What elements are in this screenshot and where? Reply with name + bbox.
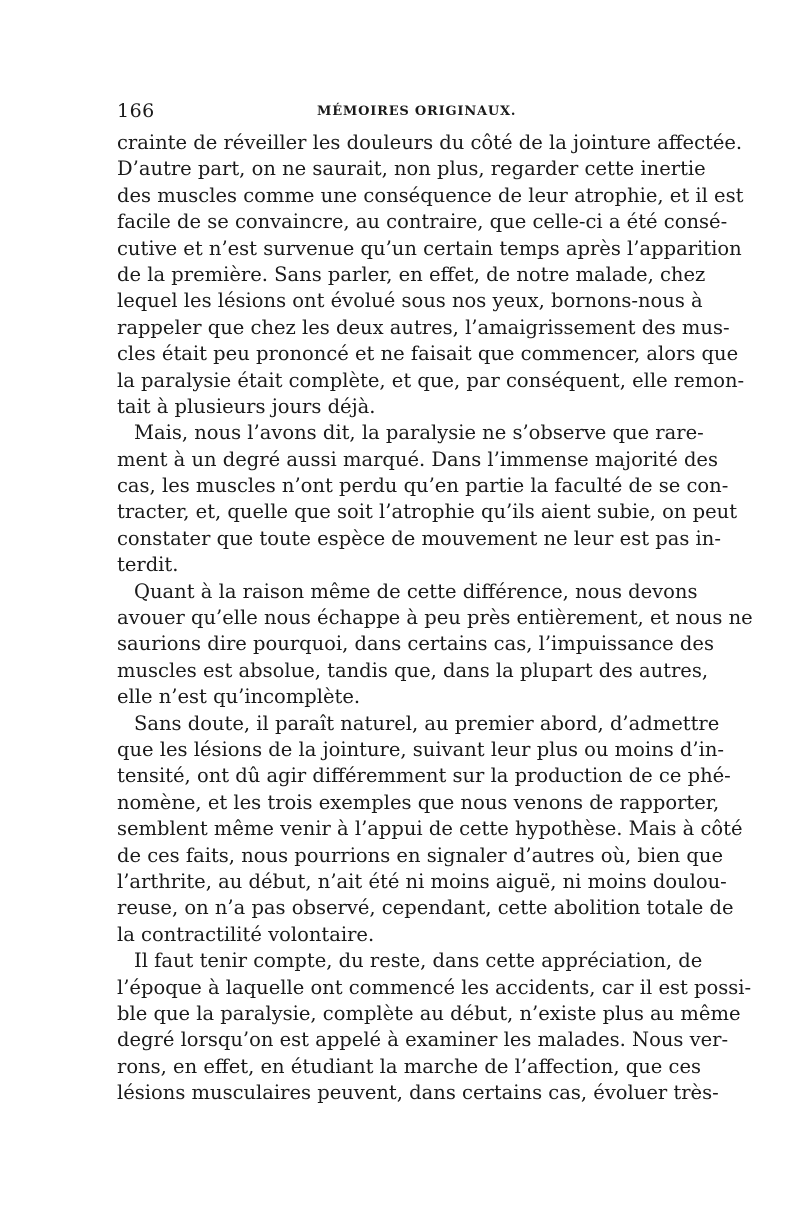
text-line: elle n’est qu’incomplète. xyxy=(117,685,361,709)
text-line: lésions musculaires peuvent, dans certains cas, évoluer très- xyxy=(117,1081,719,1105)
text-line: la paralysie était complète, et que, par conséquent, elle remon- xyxy=(117,368,745,392)
text-line: muscles est absolue, tandis que, dans la plupart des autres, xyxy=(117,658,709,682)
text-line: facile de se convaincre, au contraire, que celle-ci a été consé- xyxy=(117,210,728,234)
text-line: Sans doute, il paraît naturel, au premier abord, d’admettre xyxy=(134,711,720,735)
text-line: cas, les muscles n’ont perdu qu’en partie la faculté de se con- xyxy=(117,474,729,498)
text-line: avouer qu’elle nous échappe à peu près entièrement, et nous ne xyxy=(117,606,753,630)
body-text xyxy=(117,130,753,1106)
text-line: la contractilité volontaire. xyxy=(117,922,375,946)
text-line: Il faut tenir compte, du reste, dans cette appréciation, de xyxy=(134,949,703,973)
text-line: Quant à la raison même de cette différence, nous devons xyxy=(134,579,698,603)
page-number: 166 xyxy=(117,100,155,122)
text-line: rons, en effet, en étudiant la marche de l’affection, que ces xyxy=(117,1054,701,1078)
text-line: degré lorsqu’on est appelé à examiner les malades. Nous ver- xyxy=(117,1028,729,1052)
text-line: reuse, on n’a pas observé, cependant, cette abolition totale de xyxy=(117,896,734,920)
text-line: que les lésions de la jointure, suivant leur plus ou moins d’in- xyxy=(117,737,724,761)
text-line: ment à un degré aussi marqué. Dans l’immense majorité des xyxy=(117,447,718,471)
text-line: de la première. Sans parler, en effet, de notre malade, chez xyxy=(117,262,706,286)
text-line: tensité, ont dû agir différemment sur la production de ce phé- xyxy=(117,764,731,788)
text-line: constater que toute espèce de mouvement ne leur est pas in- xyxy=(117,526,721,550)
text-line: cles était peu prononcé et ne faisait que commencer, alors que xyxy=(117,342,739,366)
page-header xyxy=(117,100,685,128)
text-line: Mais, nous l’avons dit, la paralysie ne s’observe que rare- xyxy=(134,421,704,445)
text-line: crainte de réveiller les douleurs du côté de la jointure affectée. xyxy=(117,131,743,154)
text-line: ble que la paralysie, complète au début, n’existe plus au même xyxy=(117,1001,741,1025)
text-line: cutive et n’est survenue qu’un certain temps après l’apparition xyxy=(117,236,742,260)
text-line: terdit. xyxy=(117,553,179,577)
text-line: D’autre part, on ne saurait, non plus, regarder cette inertie xyxy=(117,157,706,181)
text-line: tait à plusieurs jours déjà. xyxy=(117,394,376,418)
text-line: lequel les lésions ont évolué sous nos yeux, bornons-nous à xyxy=(117,289,703,313)
text-line: saurions dire pourquoi, dans certains cas, l’impuissance des xyxy=(117,632,714,656)
text-line: des muscles comme une conséquence de leur atrophie, et il est xyxy=(117,183,744,207)
text-line: l’époque à laquelle ont commencé les accidents, car il est possi- xyxy=(117,975,752,999)
text-line: tracter, et, quelle que soit l’atrophie qu’ils aient subie, on peut xyxy=(117,500,738,524)
text-line: rappeler que chez les deux autres, l’amaigrissement des mus- xyxy=(117,315,730,339)
text-line: de ces faits, nous pourrions en signaler d’autres où, bien que xyxy=(117,843,724,867)
running-title: MÉMOIRES ORIGINAUX. xyxy=(317,104,517,119)
text-line: l’arthrite, au début, n’ait été ni moins aiguë, ni moins doulou- xyxy=(117,869,727,893)
text-line: nomène, et les trois exemples que nous venons de rapporter, xyxy=(117,790,720,814)
text-line: semblent même venir à l’appui de cette hypothèse. Mais à côté xyxy=(117,817,743,841)
